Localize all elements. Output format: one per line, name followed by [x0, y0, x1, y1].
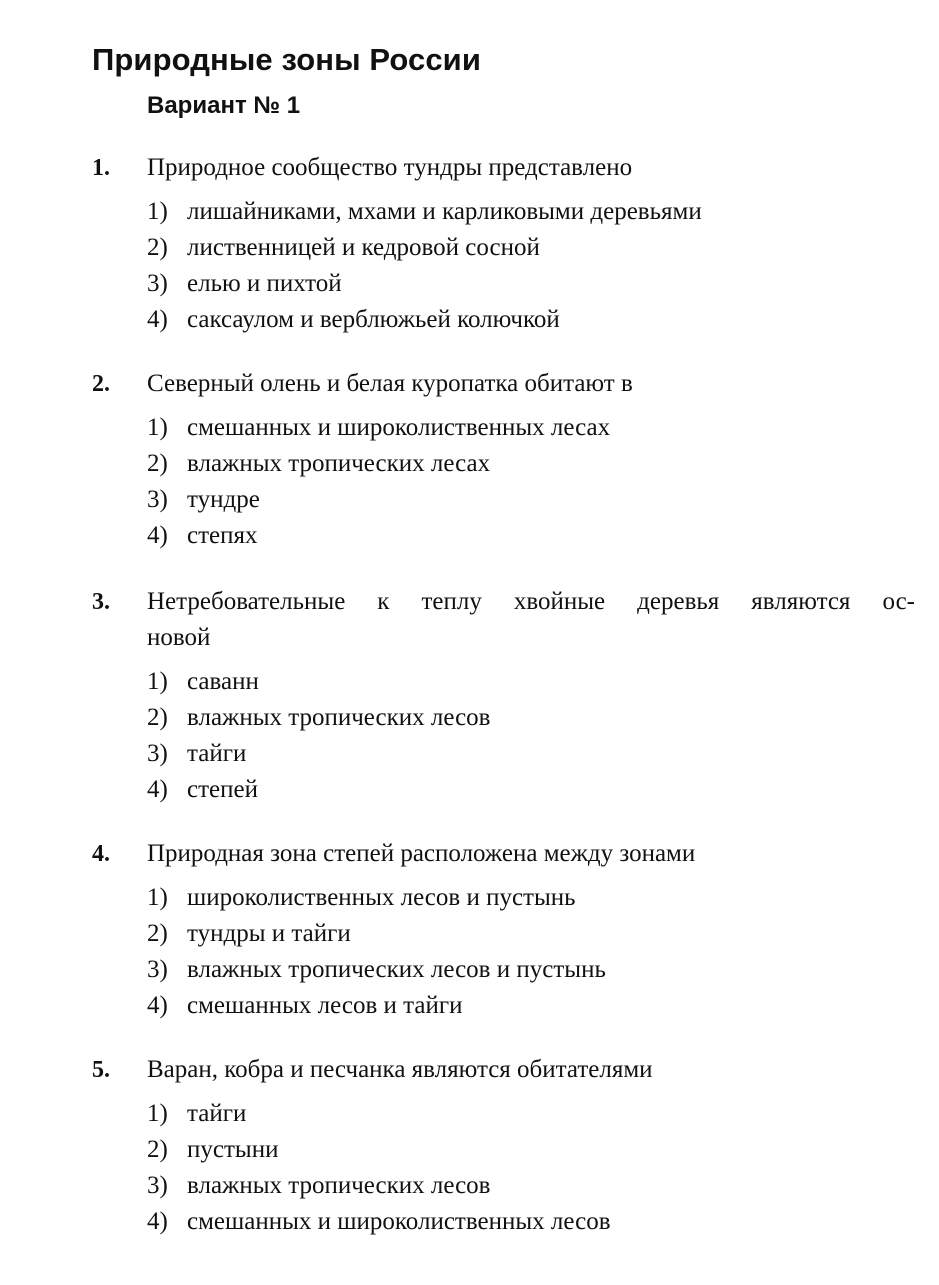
answer-option[interactable]	[0, 1132, 939, 1168]
answer-option[interactable]	[0, 266, 939, 302]
answer-options	[0, 410, 939, 554]
answer-option[interactable]	[0, 230, 939, 266]
option-text: степей	[187, 776, 258, 803]
answer-option[interactable]	[0, 482, 939, 518]
option-text: лиственницей и кедровой сосной	[187, 234, 540, 261]
option-number: 4)	[147, 776, 168, 803]
answer-option[interactable]	[0, 410, 939, 446]
option-number: 1)	[147, 414, 168, 441]
option-text: смешанных лесов и тайги	[187, 992, 463, 1019]
option-text: смешанных и широколиственных лесах	[187, 414, 611, 441]
option-text: тайги	[187, 1100, 247, 1127]
option-number: 1)	[147, 668, 168, 695]
option-number: 1)	[147, 884, 168, 911]
question-2	[0, 366, 939, 584]
option-text: саванн	[187, 668, 259, 695]
option-number: 4)	[147, 306, 168, 333]
option-text: влажных тропических лесов	[187, 704, 491, 731]
option-number: 3)	[147, 486, 168, 513]
question-number: 4.	[92, 841, 110, 867]
option-number: 3)	[147, 1172, 168, 1199]
answer-option[interactable]	[0, 952, 939, 988]
question-text: Северный олень и белая куропатка обитают в	[147, 370, 633, 397]
answer-option[interactable]	[0, 1096, 939, 1132]
option-number: 1)	[147, 198, 168, 225]
question-4	[0, 836, 939, 1052]
question-5	[0, 1052, 939, 1252]
question-number: 1.	[92, 155, 110, 181]
option-text: влажных тропических лесах	[187, 450, 491, 477]
question-number: 5.	[92, 1057, 110, 1083]
question-list	[0, 150, 939, 1252]
answer-option[interactable]	[0, 446, 939, 482]
option-number: 2)	[147, 234, 168, 261]
answer-option[interactable]	[0, 988, 939, 1024]
option-text: тундры и тайги	[187, 920, 351, 947]
option-number: 4)	[147, 1208, 168, 1235]
option-text: степях	[187, 522, 258, 549]
variant-heading: Вариант № 1	[147, 92, 301, 119]
option-text: тундре	[187, 486, 260, 513]
question-text: Природная зона степей расположена между зонами	[147, 840, 696, 867]
answer-option[interactable]	[0, 916, 939, 952]
option-text: смешанных и широколиственных лесов	[187, 1208, 611, 1235]
answer-option[interactable]	[0, 302, 939, 338]
answer-option[interactable]	[0, 194, 939, 230]
answer-options	[0, 1096, 939, 1240]
question-text: Природное сообщество тундры представлено	[147, 154, 633, 181]
option-number: 2)	[147, 920, 168, 947]
answer-options	[0, 194, 939, 338]
question-text	[147, 584, 915, 656]
option-number: 2)	[147, 450, 168, 477]
question-text-line-2: новой	[147, 624, 211, 651]
question-1	[0, 150, 939, 366]
option-number: 2)	[147, 1136, 168, 1163]
question-number: 3.	[92, 589, 110, 615]
question-number: 2.	[92, 371, 110, 397]
option-number: 2)	[147, 704, 168, 731]
answer-options	[0, 880, 939, 1024]
option-number: 3)	[147, 740, 168, 767]
option-number: 3)	[147, 956, 168, 983]
page-title: Природные зоны России	[92, 42, 481, 77]
answer-options	[0, 664, 939, 808]
option-text: лишайниками, мхами и карликовыми деревьями	[187, 198, 702, 225]
question-3	[0, 584, 939, 836]
answer-option[interactable]	[0, 1204, 939, 1240]
option-number: 3)	[147, 270, 168, 297]
question-text-line-1: Нетребовательные к теплу хвойные деревья являются ос-	[147, 588, 915, 615]
option-number: 1)	[147, 1100, 168, 1127]
answer-option[interactable]	[0, 518, 939, 554]
option-text: влажных тропических лесов и пустынь	[187, 956, 606, 983]
option-number: 4)	[147, 522, 168, 549]
answer-option[interactable]	[0, 1168, 939, 1204]
option-number: 4)	[147, 992, 168, 1019]
option-text: елью и пихтой	[187, 270, 342, 297]
answer-option[interactable]	[0, 880, 939, 916]
question-text: Варан, кобра и песчанка являются обитателями	[147, 1056, 653, 1083]
option-text: широколиственных лесов и пустынь	[187, 884, 576, 911]
option-text: тайги	[187, 740, 247, 767]
option-text: пустыни	[187, 1136, 279, 1163]
option-text: влажных тропических лесов	[187, 1172, 491, 1199]
answer-option[interactable]	[0, 772, 939, 808]
option-text: саксаулом и верблюжьей колючкой	[187, 306, 560, 333]
answer-option[interactable]	[0, 664, 939, 700]
answer-option[interactable]	[0, 736, 939, 772]
answer-option[interactable]	[0, 700, 939, 736]
